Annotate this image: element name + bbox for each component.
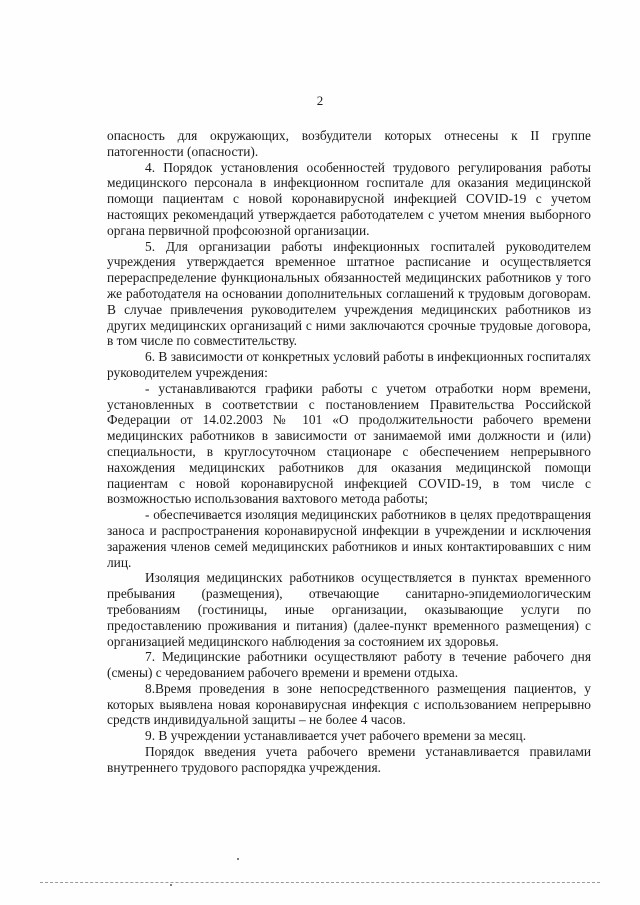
page-number: 2 [316,93,324,108]
paragraph-6: 6. В зависимости от конкретных условий работы в инфекционных госпиталях руководителем учреждения: [107,349,591,380]
paragraph-6-schedules: - устанавливаются графики работы с учетом отработки норм времени, установленных в соответствии с постановлением Правительства Российской Федерации от 14.02.2003 № 101 «О продолжительности рабочего времени медицинских работников в зависимости от занимаемой ими должности и (или) специальности, в круглосуточном стационаре с обеспечением непрерывного нахождения медицинских работников для оказания медицинской помощи пациентам с новой коронавирусной инфекцией COVID-19, в том числе с возможностью использования вахтового метода работы; [107,380,591,507]
paragraph-7: 7. Медицинские работники осуществляют работу в течение рабочего дня (смены) с чередованием рабочего времени и времени отдыха. [107,649,591,681]
scan-speck [237,858,239,860]
paragraph-6-isolation: - обеспечивается изоляция медицинских работников в целях предотвращения заноса и распространения коронавирусной инфекции в учреждении и исключения заражения членов семей медицинских работников и иных контактировавших с ним лиц. [107,507,591,570]
scan-speck [170,884,172,886]
paragraph-5: 5. Для организации работы инфекционных госпиталей руководителем учреждения утверждается временное штатное расписание и осуществляется перераспределение функциональных обязанностей медицинских работников у того же работодателя на основании дополнительных соглашений к трудовым договорам. В случае привлечения руководителем учреждения медицинских работников из других медицинских организаций с ними заключаются срочные трудовые договора, в том числе по совместительству. [107,238,591,349]
paragraph-4: 4. Порядок установления особенностей трудового регулирования работы медицинского персонала в инфекционном госпитале для оказания медицинской помощи пациентам с новой коронавирусной инфекцией COVID-19 с учетом настоящих рекомендаций утверждается работодателем с учетом мнения выборного органа первичной профсоюзной организации. [107,159,591,238]
scan-edge-line [40,882,600,883]
paragraph-6-isolation-places: Изоляция медицинских работников осуществляется в пунктах временного пребывания (размещения), отвечающие санитарно-эпидемиологическим требованиям (гостиницы, иные организации, оказывающие услуги по предоставлению проживания и питания) (далее-пункт временного размещения) с организацией медицинского наблюдения за состоянием их здоровья. [107,570,591,649]
paragraph-8: 8.Время проведения в зоне непосредственного размещения пациентов, у которых выявлена новая коронавирусная инфекция с использованием непрерывно средств индивидуальной защиты – не более 4 часов. [107,680,591,728]
paragraph-continuation: опасность для окружающих, возбудители которых отнесены к II группе патогенности (опасности). [107,128,591,159]
paragraph-9-order: Порядок введения учета рабочего времени устанавливается правилами внутреннего трудового распорядка учреждения. [107,744,591,775]
paragraph-9: 9. В учреждении устанавливается учет рабочего времени за месяц. [145,728,527,744]
document-body [107,128,591,776]
